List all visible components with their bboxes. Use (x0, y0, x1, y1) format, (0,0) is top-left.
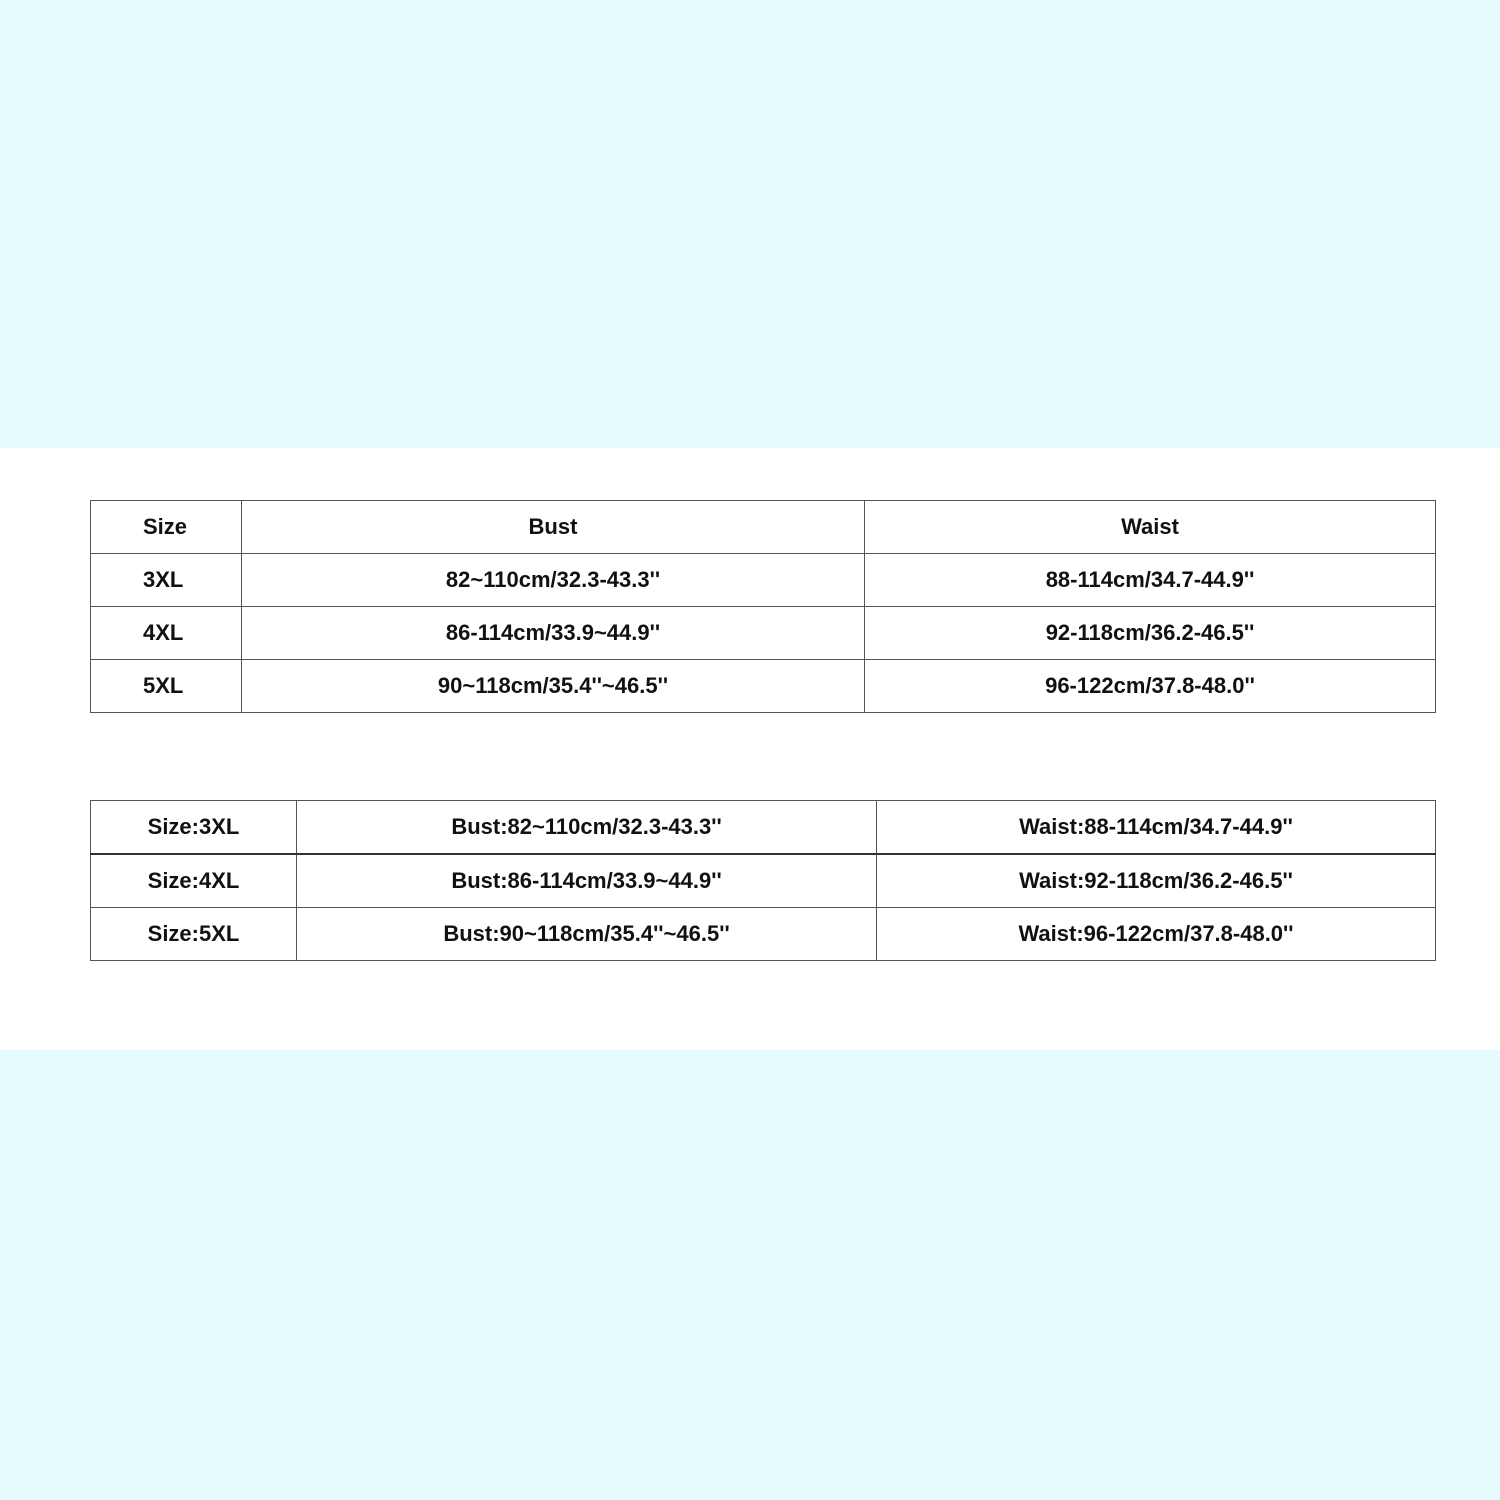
table-header-row (91, 501, 1436, 554)
bust-cell: 86-114cm/33.9~44.9'' (242, 607, 865, 660)
size-cell: 4XL (91, 607, 242, 660)
bust-cell: Bust:82~110cm/32.3-43.3'' (297, 801, 877, 855)
bust-cell: 82~110cm/32.3-43.3'' (242, 554, 865, 607)
size-cell: Size:3XL (91, 801, 297, 855)
size-chart-panel (0, 448, 1500, 1050)
size-detail-table (90, 800, 1436, 961)
table-row (91, 908, 1436, 961)
header-size: Size (91, 501, 242, 554)
waist-cell: 88-114cm/34.7-44.9'' (865, 554, 1436, 607)
bust-cell: Bust:90~118cm/35.4''~46.5'' (297, 908, 877, 961)
waist-cell: Waist:88-114cm/34.7-44.9'' (877, 801, 1436, 855)
table-row (91, 554, 1436, 607)
waist-cell: 92-118cm/36.2-46.5'' (865, 607, 1436, 660)
size-cell: Size:4XL (91, 854, 297, 908)
header-waist: Waist (865, 501, 1436, 554)
table-row (91, 607, 1436, 660)
header-bust: Bust (242, 501, 865, 554)
size-cell: 5XL (91, 660, 242, 713)
size-cell: 3XL (91, 554, 242, 607)
bust-cell: 90~118cm/35.4''~46.5'' (242, 660, 865, 713)
table-row (91, 660, 1436, 713)
size-table (90, 500, 1436, 713)
waist-cell: Waist:96-122cm/37.8-48.0'' (877, 908, 1436, 961)
size-cell: Size:5XL (91, 908, 297, 961)
bust-cell: Bust:86-114cm/33.9~44.9'' (297, 854, 877, 908)
waist-cell: Waist:92-118cm/36.2-46.5'' (877, 854, 1436, 908)
table-row (91, 854, 1436, 908)
waist-cell: 96-122cm/37.8-48.0'' (865, 660, 1436, 713)
table-row (91, 801, 1436, 855)
